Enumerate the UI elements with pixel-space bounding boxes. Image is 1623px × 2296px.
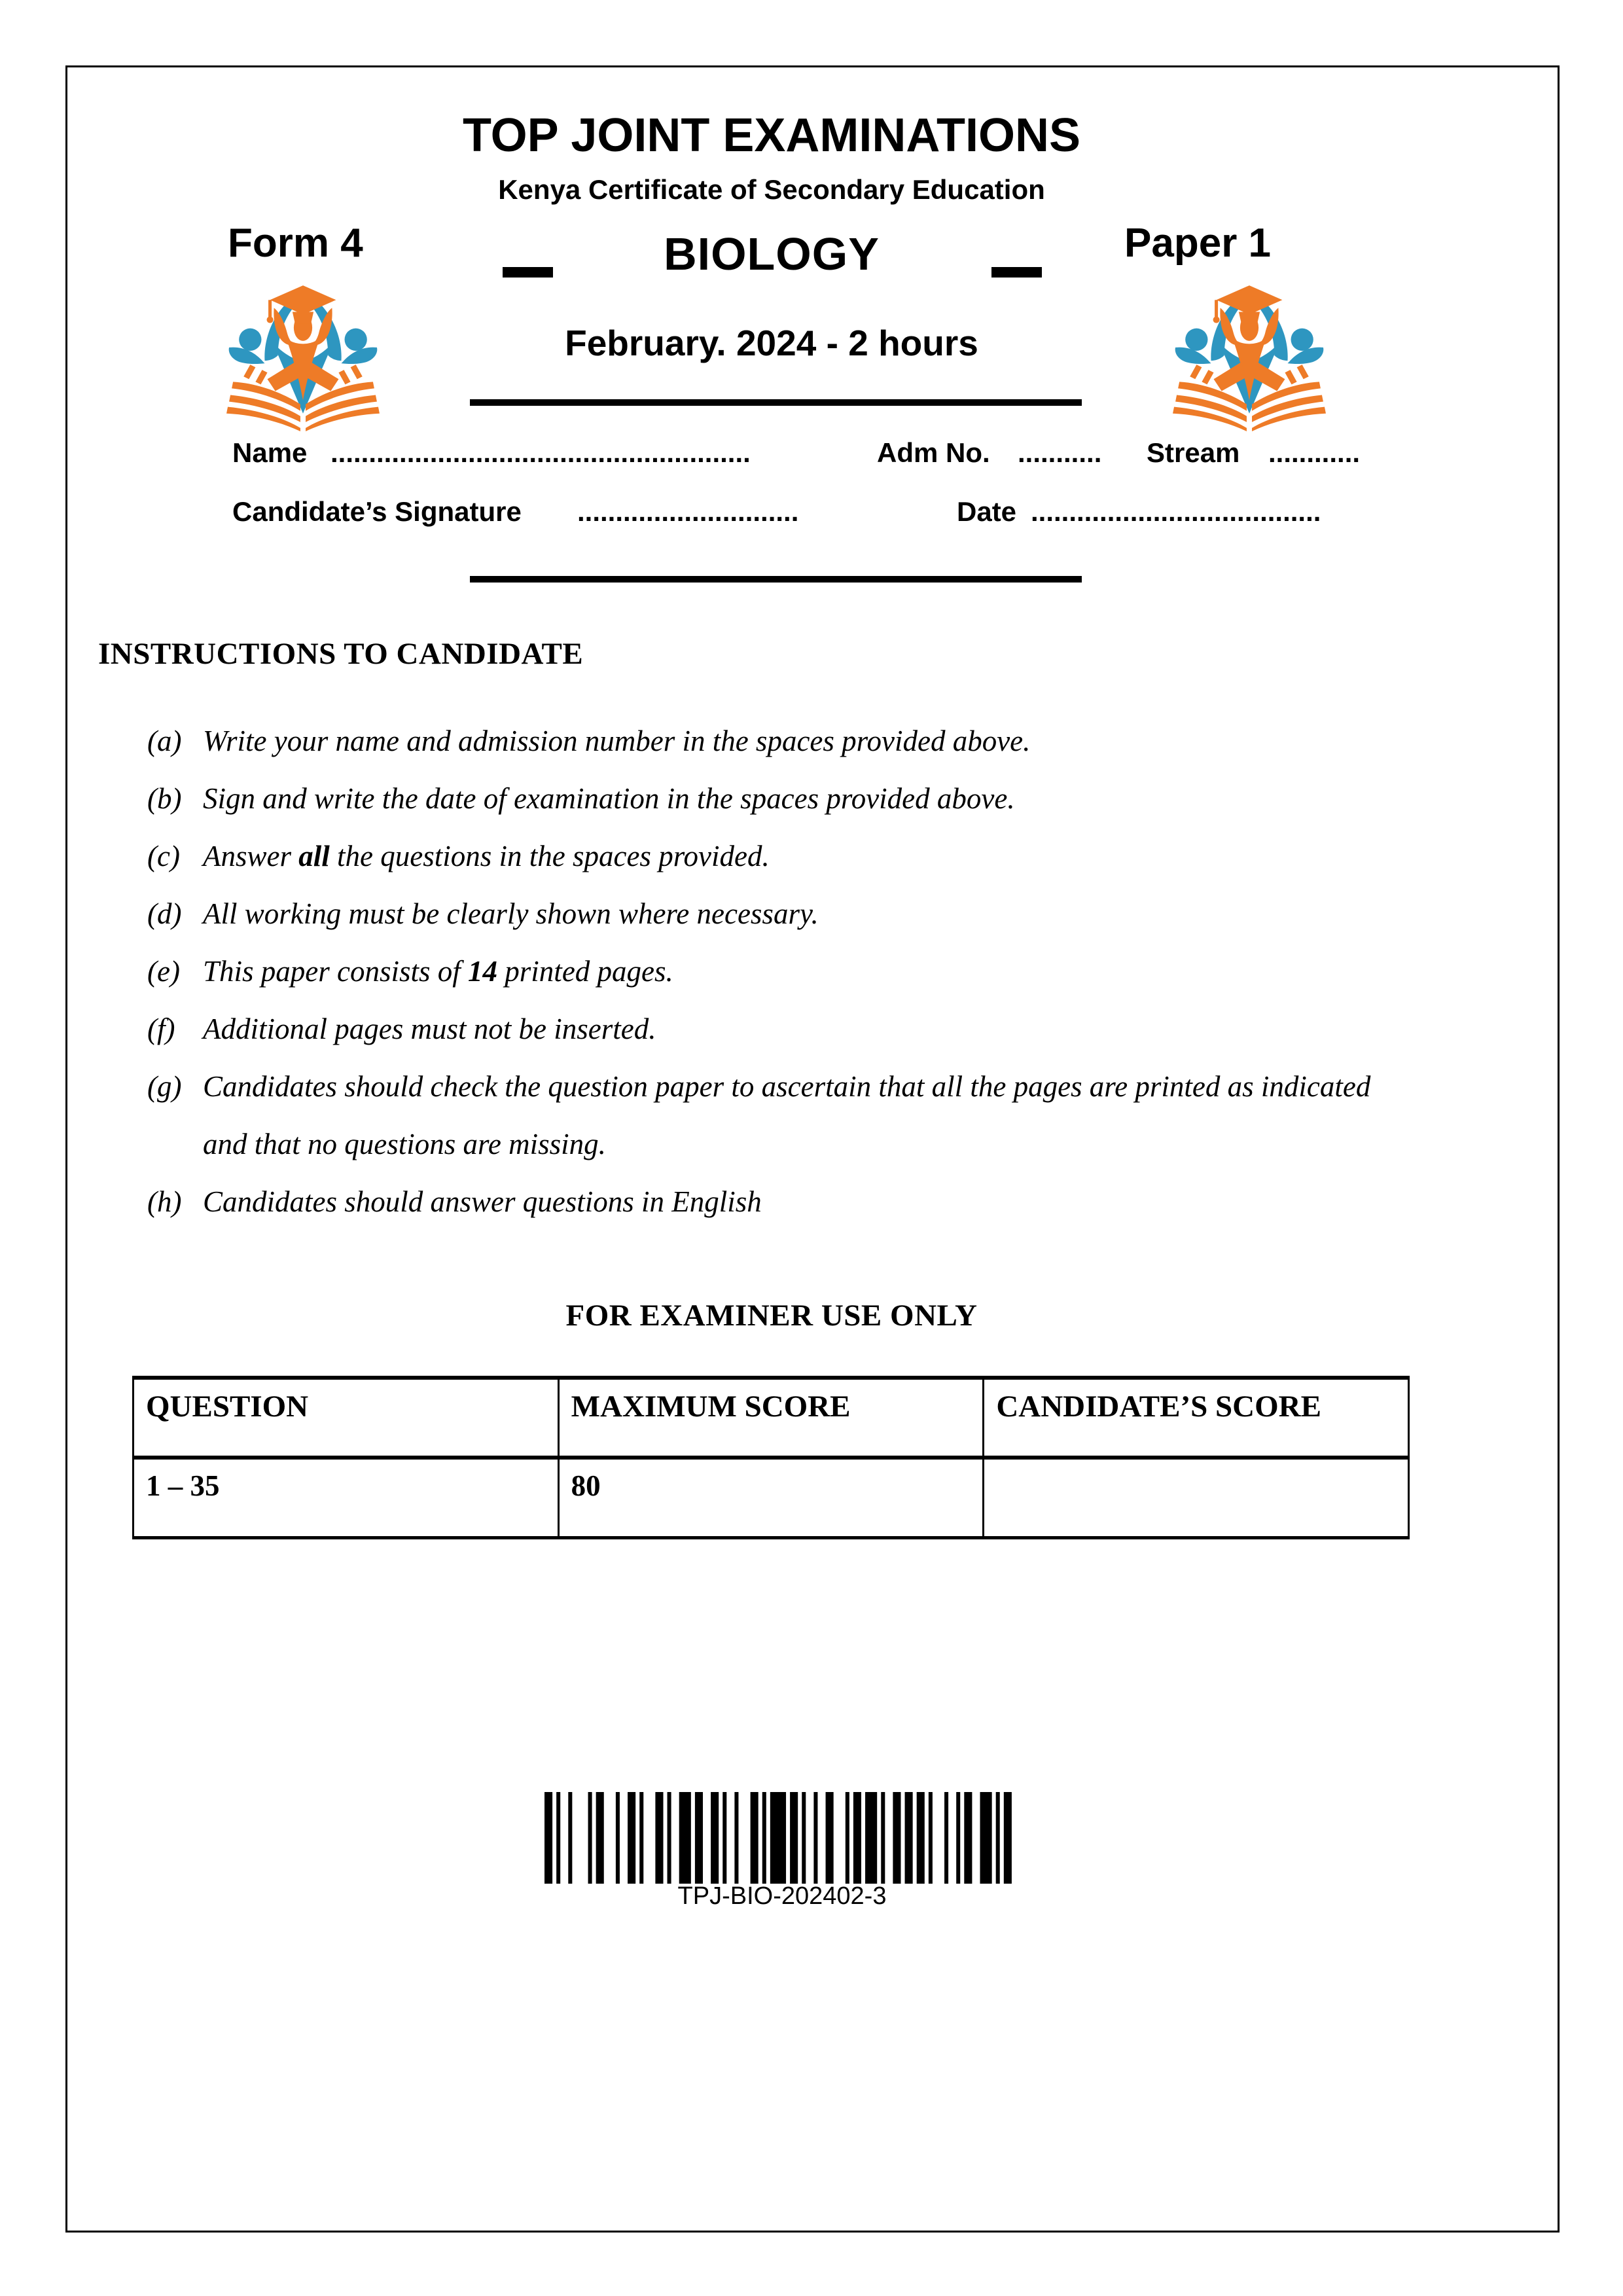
date-fill-line: ...................................... — [1031, 496, 1321, 527]
name-label: Name — [232, 437, 308, 468]
date-label: Date — [957, 496, 1017, 527]
instructions-heading: INSTRUCTIONS TO CANDIDATE — [98, 637, 584, 671]
table-row — [134, 1458, 1409, 1537]
table-cell: 1 – 35 — [134, 1458, 559, 1537]
form-level: Form 4 — [228, 221, 363, 266]
instruction-item: (c) Answer all the questions in the spaces provided. — [147, 827, 1381, 885]
divider-rule-bottom — [470, 576, 1082, 583]
instruction-item: (h) Candidates should answer questions in English — [147, 1173, 1381, 1230]
stream-fill-line: ............ — [1268, 437, 1361, 468]
instruction-item-label: (d) — [147, 897, 182, 930]
barcode-text: TPJ-BIO-202402-3 — [677, 1882, 887, 1910]
barcode-icon — [544, 1792, 1020, 1884]
instruction-item: (g) Candidates should check the question paper to ascertain that all the pages are printed as indicated and that no questions are missing. — [147, 1058, 1381, 1173]
examiner-heading: FOR EXAMINER USE ONLY — [565, 1299, 978, 1333]
adm-no-label: Adm No. — [877, 437, 990, 468]
signature-fill-line: ............................. — [577, 496, 799, 527]
instruction-item: (e) This paper consists of 14 printed pages. — [147, 942, 1381, 1000]
exam-session: February. 2024 - 2 hours — [565, 323, 978, 363]
instruction-list — [147, 712, 1414, 1230]
dash-decoration-right — [991, 267, 1042, 278]
graduation-cap-icon — [270, 285, 336, 314]
instruction-item-label: (a) — [147, 725, 182, 757]
school-logo-icon — [224, 279, 382, 432]
table-header-cell: QUESTION — [134, 1378, 559, 1458]
instruction-item-label: (b) — [147, 782, 182, 815]
exam-board-title: TOP JOINT EXAMINATIONS — [462, 109, 1081, 162]
open-book-left — [226, 362, 300, 431]
exam-subtitle: Kenya Certificate of Secondary Education — [498, 174, 1045, 205]
signature-label: Candidate’s Signature — [232, 496, 522, 527]
adm-no-fill-line: ........... — [1018, 437, 1102, 468]
table-header-cell: CANDIDATE’S SCORE — [984, 1378, 1409, 1458]
open-book-right — [306, 362, 380, 431]
table-cell: 80 — [558, 1458, 984, 1537]
school-logo-icon — [1170, 279, 1329, 432]
stream-label: Stream — [1147, 437, 1240, 468]
instruction-item-label: (e) — [147, 955, 180, 988]
instruction-item-label: (f) — [147, 1013, 175, 1045]
table-cell — [984, 1458, 1409, 1537]
instruction-item: (d) All working must be clearly shown where necessary. — [147, 885, 1381, 942]
instruction-item: (a) Write your name and admission number in the spaces provided above. — [147, 712, 1381, 770]
dash-decoration-left — [503, 267, 553, 278]
instruction-item: (f) Additional pages must not be inserted. — [147, 1000, 1381, 1058]
paper-number: Paper 1 — [1124, 221, 1272, 266]
subject-title: BIOLOGY — [664, 228, 880, 279]
examiner-score-table — [132, 1376, 1410, 1539]
divider-rule-top — [470, 399, 1082, 406]
instruction-item-label: (h) — [147, 1185, 182, 1218]
instruction-item: (b) Sign and write the date of examination in the spaces provided above. — [147, 770, 1381, 827]
name-fill-line: ....................................................... — [330, 437, 751, 468]
table-header-cell: MAXIMUM SCORE — [558, 1378, 984, 1458]
instruction-item-label: (c) — [147, 840, 180, 872]
instruction-item-label: (g) — [147, 1070, 182, 1103]
